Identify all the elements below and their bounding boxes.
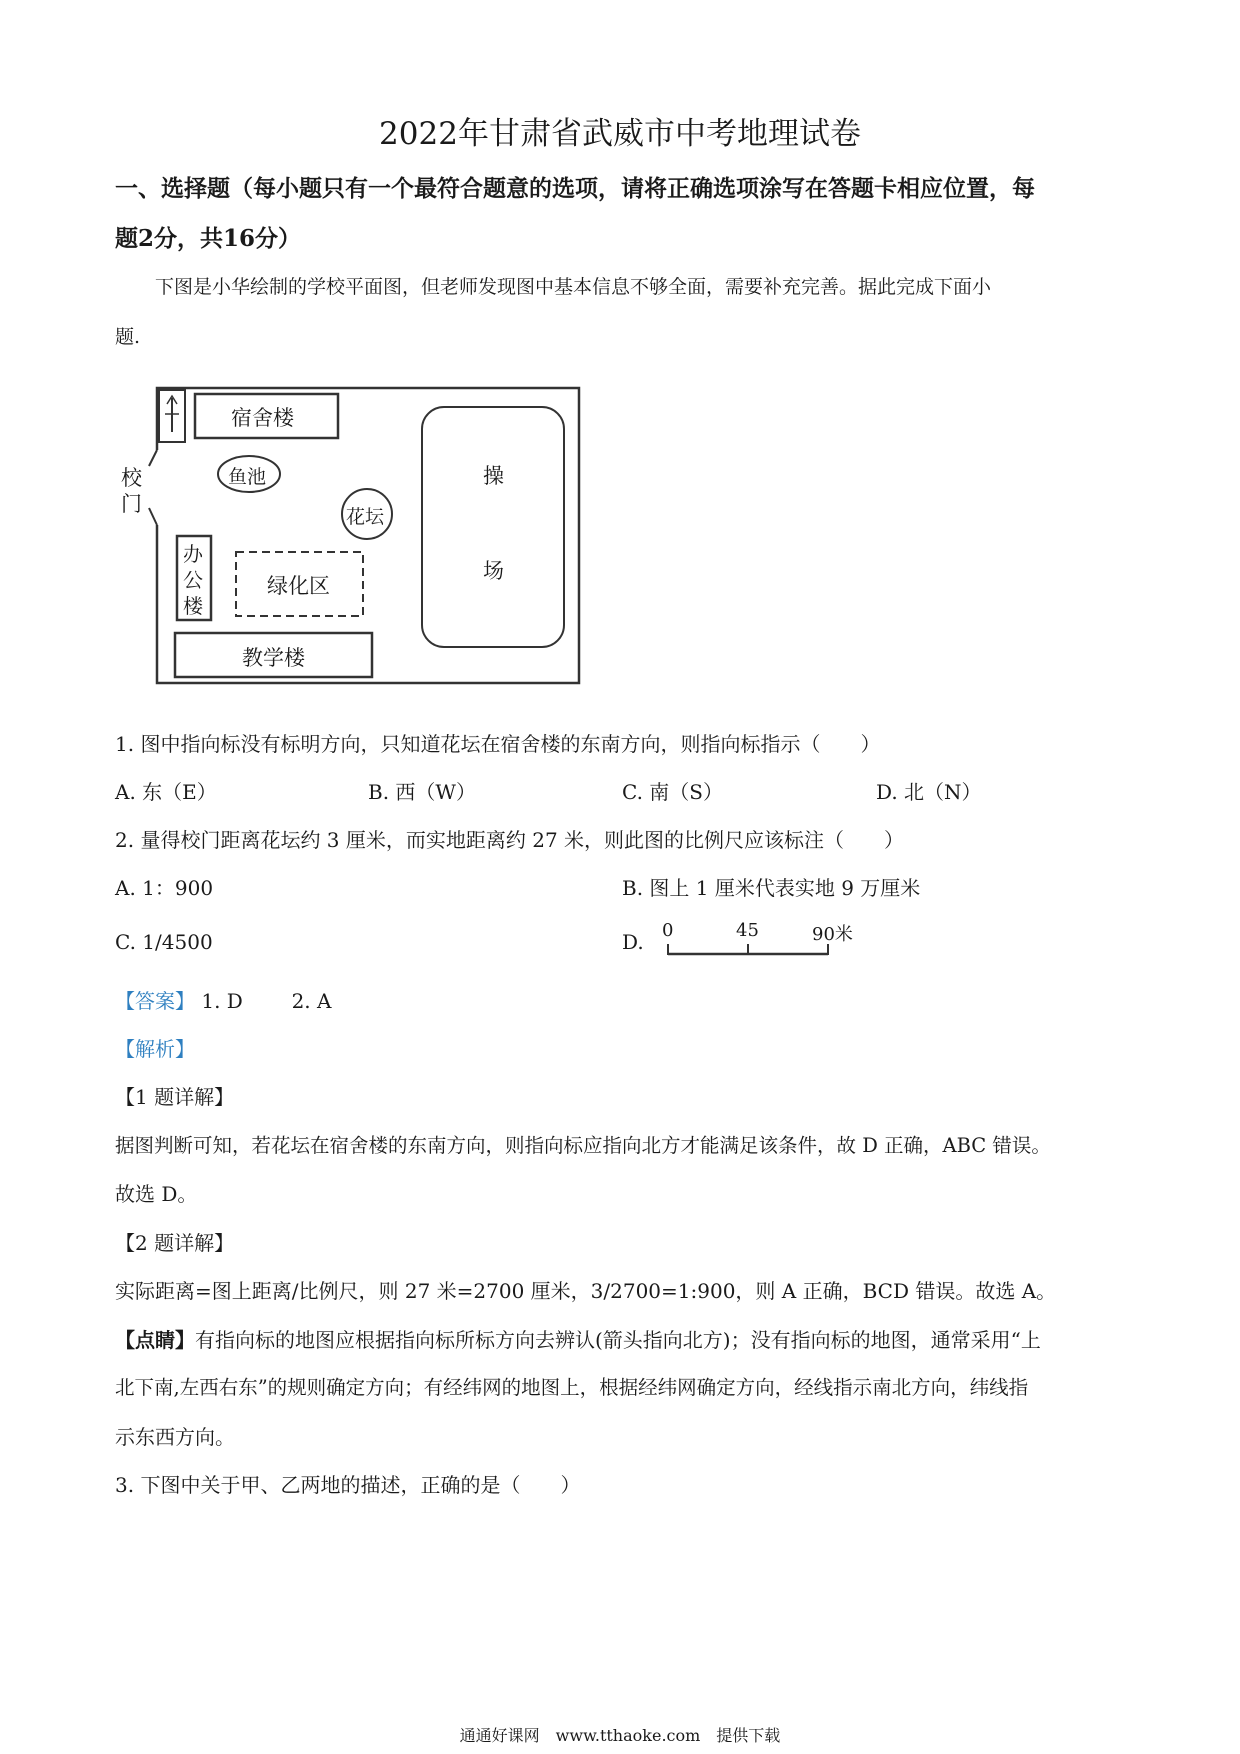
scale-label-45: 45 — [736, 920, 759, 941]
line-scale — [660, 918, 860, 963]
map-label-dormitory: 宿舍楼 — [231, 406, 294, 430]
question-1-stem: 1. 图中指向标没有标明方向，只知道花坛在宿舍楼的东南方向，则指向标指示（ ） — [115, 732, 881, 756]
tip-line-2: 北下南,左西右东”的规则确定方向；有经纬网的地图上，根据经纬网确定方向，经线指示南北方向，纬线指 — [115, 1376, 1029, 1399]
section-heading-line2: 题2分，共16分） — [115, 225, 302, 252]
answer-block — [115, 985, 331, 1014]
map-label-fish-pond: 鱼池 — [228, 466, 267, 488]
school-plan-map — [115, 380, 585, 695]
analysis-q2-text: 实际距离=图上距离/比例尺，则 27 米=2700 厘米，3/2700=1:900，则 A 正确，BCD 错误。故选 A。 — [115, 1279, 1057, 1303]
map-label-flower-bed: 花坛 — [346, 506, 385, 528]
map-label-office-3: 楼 — [183, 594, 203, 618]
question-1-option-d: D. 北（N） — [876, 780, 982, 804]
question-1-option-b: B. 西（W） — [368, 780, 476, 804]
question-1-option-c: C. 南（S） — [622, 780, 724, 804]
answer-value-1: 1. D — [201, 989, 243, 1013]
map-label-playground-1: 操 — [483, 464, 504, 488]
scale-label-0: 0 — [662, 920, 674, 941]
map-label-green-zone: 绿化区 — [267, 574, 330, 598]
question-2-option-c: C. 1/4500 — [115, 930, 213, 954]
question-2-option-d: D. — [622, 930, 644, 954]
analysis-q1-title: 【1 题详解】 — [115, 1085, 235, 1109]
question-2-stem: 2. 量得校门距离花坛约 3 厘米，而实地距离约 27 米，则此图的比例尺应该标注（ ） — [115, 828, 905, 852]
map-label-teaching-building: 教学楼 — [242, 646, 305, 670]
scale-label-90: 90米 — [812, 924, 853, 945]
tip-line-1 — [115, 1324, 1041, 1353]
analysis-q1-text: 据图判断可知，若花坛在宿舍楼的东南方向，则指向标应指向北方才能满足该条件，故 D 正确，ABC 错误。 — [115, 1134, 1051, 1157]
map-label-office-1: 办 — [183, 542, 203, 566]
question-2-option-a: A. 1：900 — [115, 876, 214, 900]
map-label-playground-2: 场 — [483, 559, 504, 583]
intro-line2: 题. — [115, 326, 141, 348]
tip-text-1: 有指向标的地图应根据指向标所标方向去辨认(箭头指向北方)；没有指向标的地图，通常采用“上 — [195, 1328, 1041, 1352]
map-label-gate-1: 校 — [121, 466, 142, 490]
intro-line1: 下图是小华绘制的学校平面图，但老师发现图中基本信息不够全面，需要补充完善。据此完成下面小 — [155, 276, 992, 298]
tip-line-3: 示东西方向。 — [115, 1425, 235, 1449]
question-2-option-b: B. 图上 1 厘米代表实地 9 万厘米 — [622, 876, 921, 900]
page-footer: 通通好课网 www.tthaoke.com 提供下载 — [459, 1726, 781, 1745]
tip-label: 【点睛】 — [115, 1328, 195, 1352]
analysis-q2-title: 【2 题详解】 — [115, 1231, 235, 1255]
page-title: 2022年甘肃省武威市中考地理试卷 — [379, 116, 861, 152]
analysis-q1-conclusion: 故选 D。 — [115, 1182, 198, 1206]
analysis-label: 【解析】 — [115, 1037, 195, 1061]
question-1-option-a: A. 东（E） — [115, 780, 217, 804]
question-3-stem: 3. 下图中关于甲、乙两地的描述，正确的是（ ） — [115, 1473, 581, 1497]
answer-value-2: 2. A — [291, 989, 332, 1013]
map-label-office-2: 公 — [183, 568, 203, 592]
answer-label: 【答案】 — [115, 989, 195, 1013]
map-label-gate-2: 门 — [121, 492, 142, 516]
section-heading-line1: 一、选择题（每小题只有一个最符合题意的选项，请将正确选项涂写在答题卡相应位置，每 — [115, 175, 1035, 202]
